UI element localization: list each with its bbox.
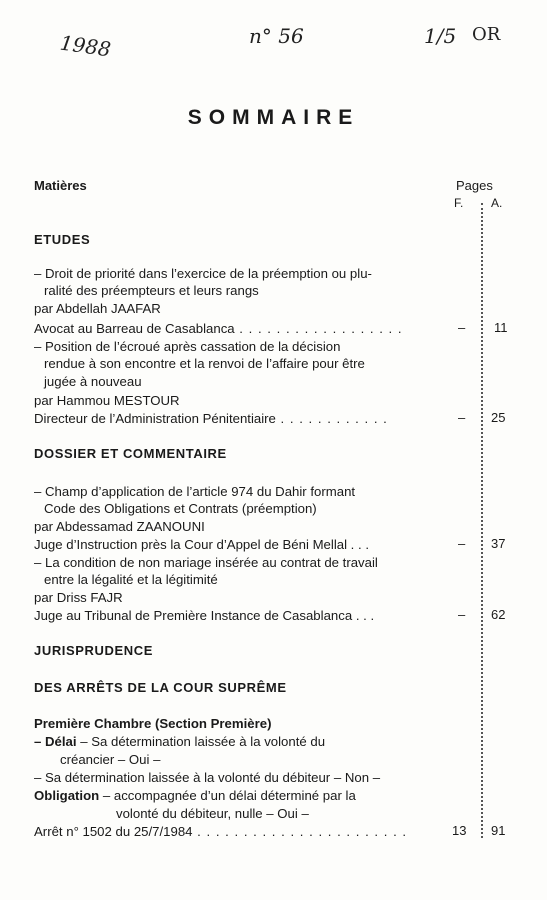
page-f: – [458, 410, 466, 425]
entry-line: – Champ d’application de l’article 974 du Dahir formant [34, 484, 356, 499]
leader-dots: . . . . . . . . . . . . . . . . . . [234, 321, 403, 336]
page-f-header: F. [454, 196, 464, 210]
section-heading-dossier: DOSSIER ET COMMENTAIRE [34, 446, 227, 461]
entry-line [34, 733, 474, 750]
page-a: 91 [491, 823, 506, 838]
entry-line [34, 787, 474, 804]
handwritten-code: 1/5 [424, 24, 457, 48]
page-f: – [458, 320, 466, 335]
handwritten-year: 1988 [58, 30, 113, 62]
section-heading-jurisprudence: JURISPRUDENCE [34, 643, 154, 658]
handwritten-code2: OR [472, 24, 501, 45]
entry-line: créancier – Oui – [60, 752, 161, 767]
section-subheading-cour-supreme: DES ARRÊTS DE LA COUR SUPRÊME [34, 680, 287, 695]
entry-line: – La condition de non mariage insérée au contrat de travail [34, 555, 378, 570]
matieres-header: Matières [34, 178, 87, 193]
obligation-text: – accompagnée d’un délai déterminé par la [99, 788, 356, 803]
chamber-heading: Première Chambre (Section Première) [34, 716, 272, 731]
page-a: 37 [491, 536, 506, 551]
leader-dots: . . . . . . . . . . . . [275, 411, 388, 426]
leader-dots: . . . . . . . . . . . . . . . . . . . . . . . [192, 824, 408, 839]
entry-role: Juge d’Instruction près la Cour d’Appel de Béni Mellal . . . [34, 537, 369, 552]
page-a: 11 [494, 320, 508, 335]
entry-author: par Abdellah JAAFAR [34, 301, 161, 316]
page-a-header: A. [491, 196, 503, 210]
delai-text: – Sa détermination laissée à la volonté du [76, 734, 326, 749]
entry-line: Code des Obligations et Contrats (préemption) [44, 501, 317, 516]
entry-line: – Position de l’écroué après cassation de la décision [34, 339, 341, 354]
page-title: SOMMAIRE [187, 106, 360, 129]
entry-role: Juge au Tribunal de Première Instance de Casablanca . . . [34, 608, 375, 623]
entry-author: par Driss FAJR [34, 590, 123, 605]
section-heading-etudes: ETUDES [34, 232, 91, 247]
page-f: – [458, 607, 466, 622]
entry-line: – Sa détermination laissée à la volonté du débiteur – Non – [34, 770, 381, 785]
entry-line: rendue à son encontre et la renvoi de l’affaire pour être [44, 356, 365, 371]
pages-header: Pages [456, 178, 493, 193]
page-f: 13 [452, 823, 467, 838]
role-text: Avocat au Barreau de Casablanca [34, 321, 235, 336]
arret-line [34, 823, 474, 840]
handwritten-number: n° 56 [249, 24, 304, 48]
entry-line: ralité des préempteurs et leurs rangs [44, 283, 259, 298]
entry-role [34, 320, 474, 337]
entry-line: entre la légalité et la légitimité [44, 572, 218, 587]
entry-author: par Hammou MESTOUR [34, 393, 180, 408]
role-text: Directeur de l’Administration Pénitentiaire [34, 411, 276, 426]
page-a: 62 [491, 607, 506, 622]
obligation-label: Obligation [34, 788, 100, 803]
arret-text: Arrêt n° 1502 du 25/7/1984 [34, 824, 193, 839]
entry-line: volonté du débiteur, nulle – Oui – [116, 806, 309, 821]
page-f: – [458, 536, 466, 551]
entry-role [34, 410, 474, 427]
entry-line: jugée à nouveau [44, 374, 142, 389]
entry-author: par Abdessamad ZAANOUNI [34, 519, 205, 534]
entry-line: – Droit de priorité dans l’exercice de la préemption ou plu- [34, 266, 372, 281]
delai-label: – Délai [34, 734, 77, 749]
page-a: 25 [491, 410, 506, 425]
